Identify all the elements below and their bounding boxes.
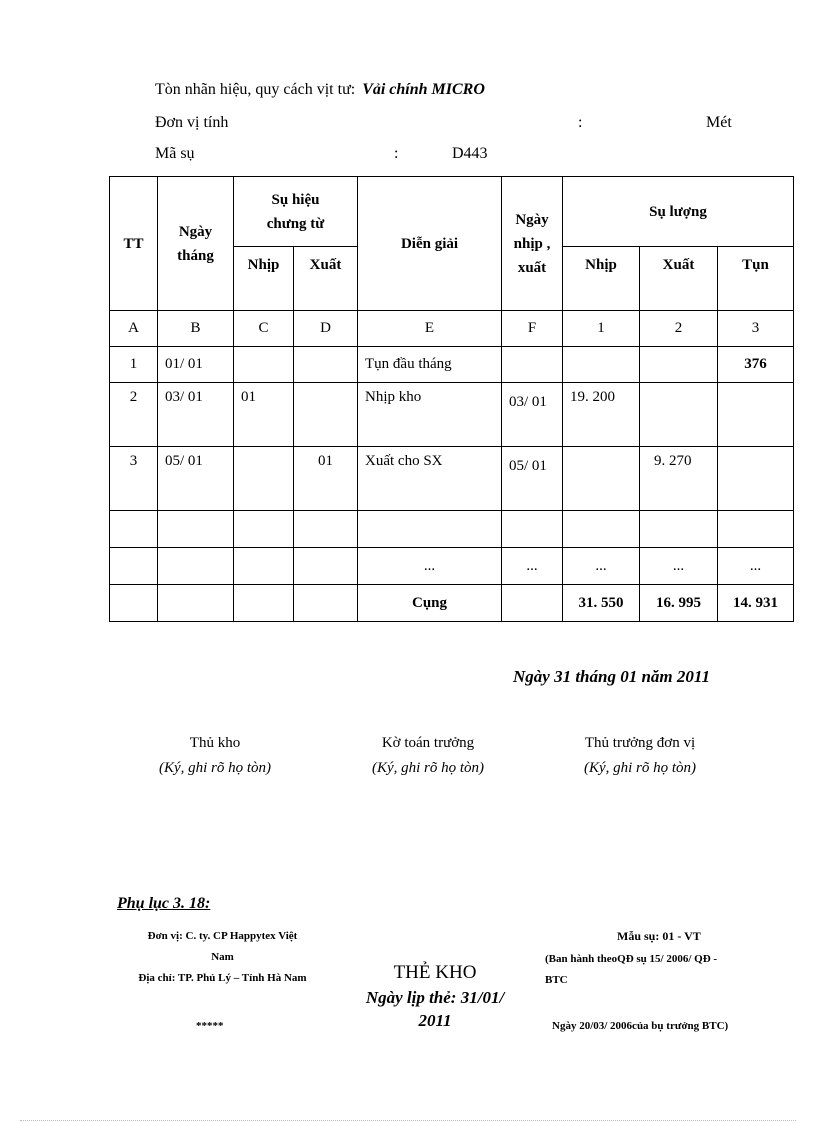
cell-io-date xyxy=(502,511,563,548)
cell-description xyxy=(358,511,502,548)
cell-date: 05/ 01 xyxy=(158,447,234,511)
cell-qty-out: ... xyxy=(640,548,718,585)
total-qty-in: 31. 550 xyxy=(563,585,640,622)
cell-qty-in: 19. 200 xyxy=(563,383,640,447)
header-tt: TT xyxy=(110,177,158,311)
code-cell: 2 xyxy=(640,311,718,347)
signature-chief-accountant xyxy=(333,735,523,777)
total-label: Cụng xyxy=(358,585,502,622)
cell-qty-stock: 376 xyxy=(718,347,794,383)
header-quantity: Sụ lượng xyxy=(563,177,794,247)
cell-qty-in: ... xyxy=(563,548,640,585)
cell-qty-in xyxy=(563,447,640,511)
code-cell: D xyxy=(294,311,358,347)
code-cell: F xyxy=(502,311,563,347)
card-date-year: 2011 xyxy=(418,1011,452,1030)
cell-empty xyxy=(110,585,158,622)
card-heading xyxy=(345,960,525,1032)
cell-voucher-in xyxy=(234,548,294,585)
unit-label: Đơn vị tính xyxy=(155,114,229,131)
header-quantity-in: Nhịp xyxy=(563,247,640,311)
cell-tt xyxy=(110,548,158,585)
cell-tt: 2 xyxy=(110,383,158,447)
form-number: Mẫu sụ: 01 - VT xyxy=(617,929,701,943)
cell-voucher-out: 01 xyxy=(294,447,358,511)
header-quantity-out: Xuất xyxy=(640,247,718,311)
code-colon: : xyxy=(394,145,399,162)
cell-description: Tụn đầu tháng xyxy=(358,347,502,383)
date-line: Ngày 31 tháng 01 năm 2011 xyxy=(513,667,710,686)
cell-qty-stock xyxy=(718,447,794,511)
cell-empty xyxy=(502,585,563,622)
cell-date xyxy=(158,511,234,548)
cell-qty-stock xyxy=(718,511,794,548)
unit-colon: : xyxy=(578,114,583,131)
company-unit-line: Đơn vị: C. ty. CP Happytex Việt xyxy=(147,930,298,942)
table-row xyxy=(110,383,794,447)
card-date-line: Ngày lịp thẻ: 31/01/ xyxy=(365,988,505,1007)
cell-description: ... xyxy=(358,548,502,585)
signature-unit-head xyxy=(545,735,735,777)
cell-qty-stock xyxy=(718,383,794,447)
cell-date: 01/ 01 xyxy=(158,347,234,383)
cell-io-date: ... xyxy=(502,548,563,585)
cell-empty xyxy=(234,585,294,622)
code-cell: 1 xyxy=(563,311,640,347)
header-voucher-out: Xuất xyxy=(294,247,358,311)
issued-line: (Ban hành theoQĐ sụ 15/ 2006/ QĐ - xyxy=(545,953,718,965)
signature-title: Kờ toán trưởng xyxy=(381,735,475,751)
code-cell: C xyxy=(234,311,294,347)
code-cell: B xyxy=(158,311,234,347)
cell-qty-out: 9. 270 xyxy=(640,447,718,511)
cell-qty-out xyxy=(640,383,718,447)
signature-note: (Ký, ghi rõ họ tòn) xyxy=(371,760,485,776)
card-title: THẺ KHO xyxy=(393,962,477,983)
cell-voucher-in: 01 xyxy=(234,383,294,447)
cell-description: Nhịp kho xyxy=(358,383,502,447)
table-row xyxy=(110,511,794,548)
company-address: Địa chỉ: TP. Phủ Lý – Tỉnh Hà Nam xyxy=(138,972,307,984)
header-date: Ngày tháng xyxy=(158,177,234,311)
code-value: D443 xyxy=(452,145,488,162)
code-cell: E xyxy=(358,311,502,347)
header-io-date: Ngày nhịp , xuất xyxy=(502,177,563,311)
cell-qty-out xyxy=(640,511,718,548)
signature-title: Thủ kho xyxy=(189,735,241,751)
header-row-1 xyxy=(110,177,794,247)
signature-title: Thủ trưởng đơn vị xyxy=(584,735,696,751)
header-quantity-stock: Tụn xyxy=(718,247,794,311)
item-name-label: Tòn nhãn hiệu, quy cách vịt tư: xyxy=(155,81,356,98)
company-unit xyxy=(100,926,345,989)
header-description: Diễn giải xyxy=(358,177,502,311)
cell-voucher-in xyxy=(234,447,294,511)
item-name-line xyxy=(155,81,485,99)
header-voucher: Sụ hiệu chưng từ xyxy=(234,177,358,247)
total-qty-stock: 14. 931 xyxy=(718,585,794,622)
stars: ***** xyxy=(196,1020,224,1032)
cell-date: 03/ 01 xyxy=(158,383,234,447)
header-voucher-in: Nhịp xyxy=(234,247,294,311)
cell-io-date xyxy=(502,347,563,383)
issued-date: Ngày 20/03/ 2006của bụ trưởng BTC) xyxy=(552,1020,729,1032)
cell-qty-in xyxy=(563,511,640,548)
total-qty-out: 16. 995 xyxy=(640,585,718,622)
cell-empty xyxy=(294,585,358,622)
stock-card-table xyxy=(109,176,794,622)
signature-note: (Ký, ghi rõ họ tòn) xyxy=(158,760,272,776)
table-row xyxy=(110,347,794,383)
column-code-row xyxy=(110,311,794,347)
signature-storekeeper xyxy=(120,735,310,777)
cell-date xyxy=(158,548,234,585)
issued-line: BTC xyxy=(545,974,568,986)
cell-io-date: 05/ 01 xyxy=(502,447,563,511)
unit-value: Mét xyxy=(706,114,732,131)
item-name-value: Vải chính MICRO xyxy=(362,81,485,98)
code-label: Mã sụ xyxy=(155,145,195,162)
table-row xyxy=(110,447,794,511)
cell-description: Xuất cho SX xyxy=(358,447,502,511)
signature-note: (Ký, ghi rõ họ tòn) xyxy=(583,760,697,776)
cell-qty-out xyxy=(640,347,718,383)
code-cell: 3 xyxy=(718,311,794,347)
cell-voucher-in xyxy=(234,511,294,548)
cell-empty xyxy=(158,585,234,622)
code-cell: A xyxy=(110,311,158,347)
table-row xyxy=(110,548,794,585)
cell-voucher-out xyxy=(294,347,358,383)
cell-voucher-out xyxy=(294,548,358,585)
cell-voucher-out xyxy=(294,511,358,548)
cell-tt: 1 xyxy=(110,347,158,383)
cell-io-date: 03/ 01 xyxy=(502,383,563,447)
cell-voucher-in xyxy=(234,347,294,383)
cell-qty-in xyxy=(563,347,640,383)
company-unit-line: Nam xyxy=(211,951,234,963)
appendix-title: Phụ lục 3. 18: xyxy=(117,895,211,912)
cell-tt: 3 xyxy=(110,447,158,511)
page-divider xyxy=(20,1120,796,1121)
total-row xyxy=(110,585,794,622)
cell-voucher-out xyxy=(294,383,358,447)
cell-qty-stock: ... xyxy=(718,548,794,585)
cell-tt xyxy=(110,511,158,548)
issued-by xyxy=(545,949,717,991)
